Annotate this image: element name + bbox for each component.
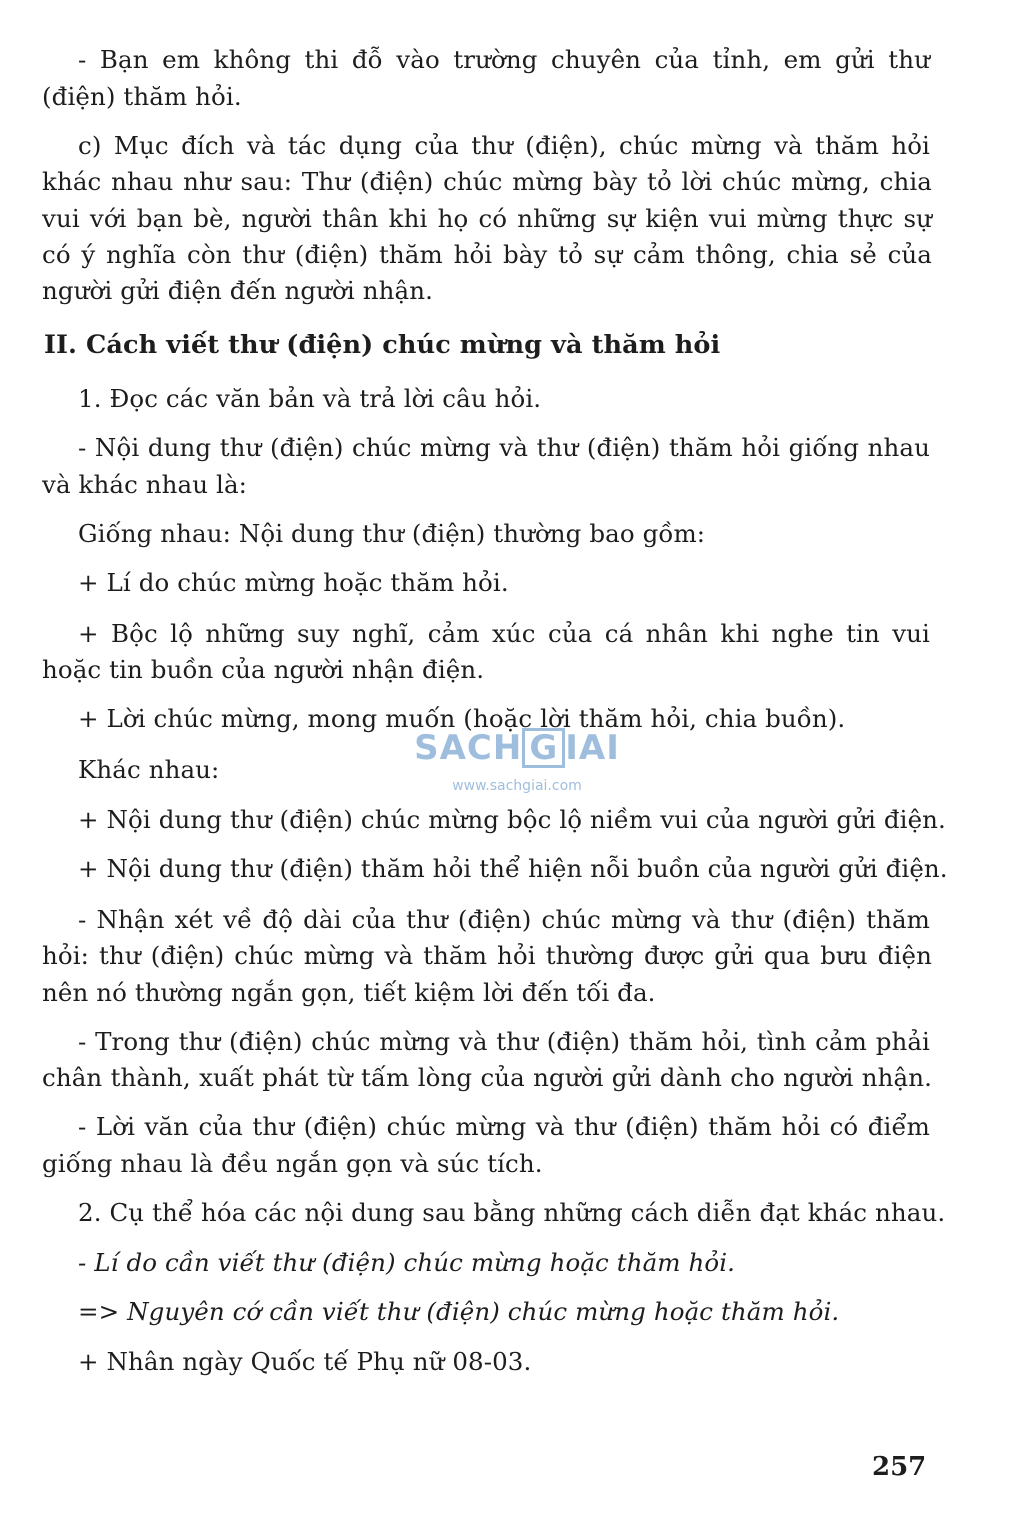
text-line: - Lí do cần viết thư (điện) chúc mừng hoặc thăm hỏi.	[78, 1248, 736, 1277]
section-heading: II. Cách viết thư (điện) chúc mừng và thăm hỏi	[44, 330, 721, 360]
text-line: khác nhau như sau: Thư (điện) chúc mừng bày tỏ lời chúc mừng, chia	[42, 167, 932, 196]
text-line: - Nhận xét về độ dài của thư (điện) chúc mừng và thư (điện) thăm	[78, 905, 930, 934]
text-line: + Lí do chúc mừng hoặc thăm hỏi.	[78, 568, 509, 597]
text-line: - Trong thư (điện) chúc mừng và thư (điện) thăm hỏi, tình cảm phải	[78, 1027, 930, 1056]
text-line: + Nội dung thư (điện) chúc mừng bộc lộ niềm vui của người gửi điện.	[78, 805, 946, 834]
text-line: vui với bạn bè, người thân khi họ có những sự kiện vui mừng thực sự	[42, 204, 932, 233]
text-line: hỏi: thư (điện) chúc mừng và thăm hỏi thường được gửi qua bưu điện	[42, 941, 932, 970]
text-line: + Bộc lộ những suy nghĩ, cảm xúc của cá nhân khi nghe tin vui	[78, 619, 930, 648]
watermark	[412, 728, 622, 794]
page-number: 257	[872, 1452, 927, 1482]
text-line: - Nội dung thư (điện) chúc mừng và thư (điện) thăm hỏi giống nhau	[78, 433, 930, 462]
watermark-url: www.sachgiai.com	[452, 778, 582, 794]
text-line: Khác nhau:	[78, 755, 220, 784]
text-line: => Nguyên cớ cần viết thư (điện) chúc mừng hoặc thăm hỏi.	[78, 1297, 840, 1326]
text-line: 1. Đọc các văn bản và trả lời câu hỏi.	[78, 384, 542, 413]
text-line: c) Mục đích và tác dụng của thư (điện), chúc mừng và thăm hỏi	[78, 131, 930, 160]
watermark-logo: SACH G IAI	[414, 728, 620, 768]
text-line: - Lời văn của thư (điện) chúc mừng và thư (điện) thăm hỏi có điểm	[78, 1112, 930, 1141]
text-line: 2. Cụ thể hóa các nội dung sau bằng những cách diễn đạt khác nhau.	[78, 1198, 946, 1227]
text-line: + Nhân ngày Quốc tế Phụ nữ 08-03.	[78, 1347, 532, 1376]
text-line: hoặc tin buồn của người nhận điện.	[42, 655, 485, 684]
text-line: chân thành, xuất phát từ tấm lòng của người gửi dành cho người nhận.	[42, 1063, 932, 1092]
text-line: và khác nhau là:	[42, 470, 248, 499]
text-line: Giống nhau: Nội dung thư (điện) thường bao gồm:	[78, 519, 706, 548]
text-line: + Lời chúc mừng, mong muốn (hoặc lời thăm hỏi, chia buồn).	[78, 704, 846, 733]
text-line: giống nhau là đều ngắn gọn và súc tích.	[42, 1149, 543, 1178]
text-line: + Nội dung thư (điện) thăm hỏi thể hiện nỗi buồn của người gửi điện.	[78, 854, 948, 883]
text-line: - Bạn em không thi đỗ vào trường chuyên của tỉnh, em gửi thư	[78, 45, 930, 74]
text-line: người gửi điện đến người nhận.	[42, 276, 433, 305]
text-line: có ý nghĩa còn thư (điện) thăm hỏi bày tỏ sự cảm thông, chia sẻ của	[42, 240, 932, 269]
text-line: (điện) thăm hỏi.	[42, 82, 242, 111]
text-line: nên nó thường ngắn gọn, tiết kiệm lời đến tối đa.	[42, 978, 656, 1007]
